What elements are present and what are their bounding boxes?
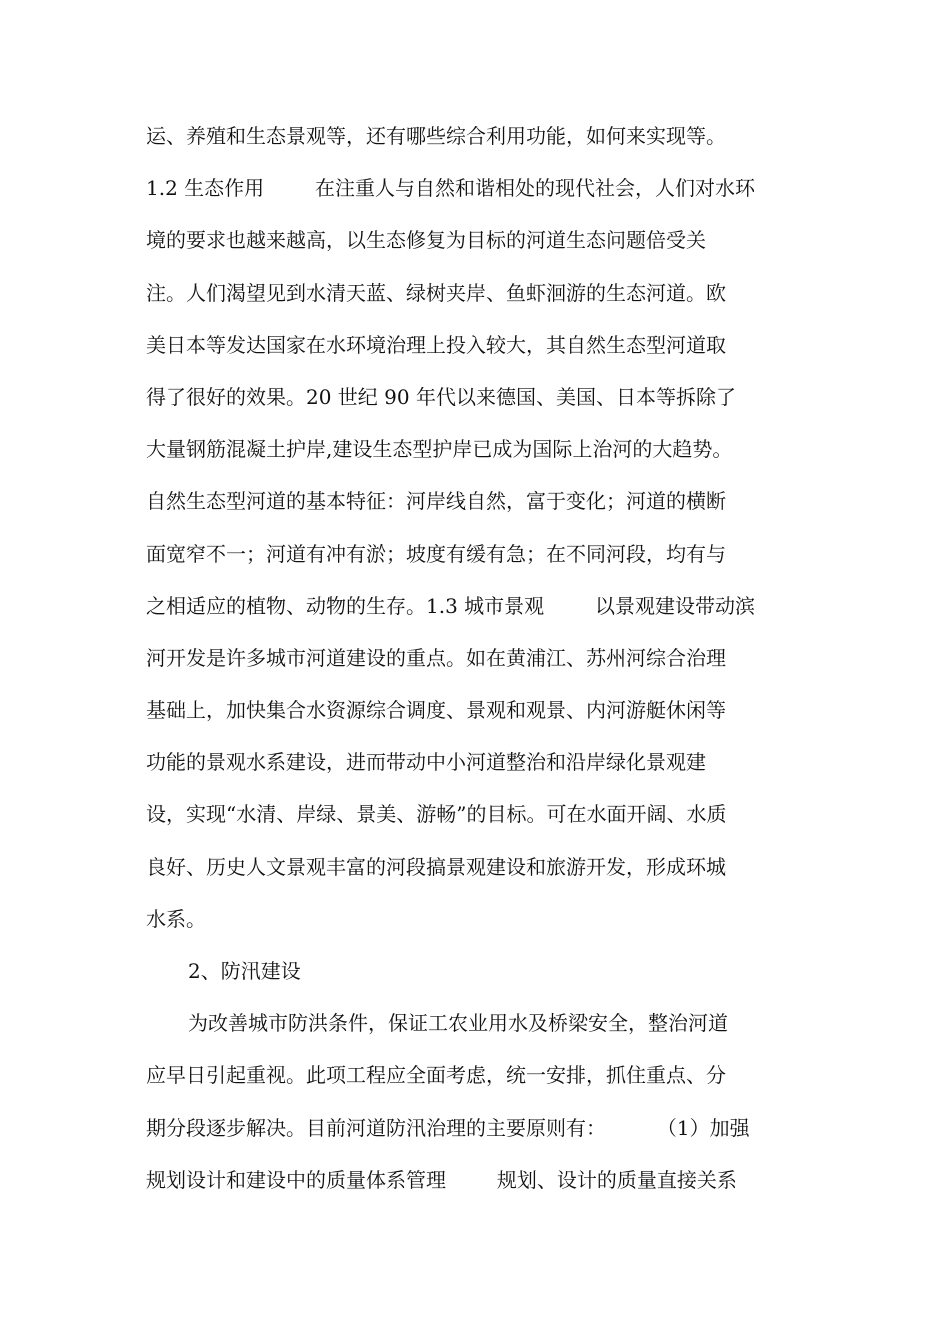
text-line: 应早日引起重视。此项工程应全面考虑，统一安排，抓住重点、分 <box>146 1063 726 1088</box>
text-line: 注。人们渴望见到水清天蓝、绿树夹岸、鱼虾洄游的生态河道。欧 <box>146 280 726 305</box>
text-line: 设，实现“水清、岸绿、景美、游畅”的目标。可在水面开阔、水质 <box>146 802 727 827</box>
text-line: 自然生态型河道的基本特征：河岸线自然，富于变化；河道的横断 <box>146 489 726 514</box>
text-line: 良好、历史人文景观丰富的河段搞景观建设和旅游开发，形成环城 <box>146 854 726 879</box>
text-line: 功能的景观水系建设，进而带动中小河道整治和沿岸绿化景观建 <box>146 750 706 775</box>
text-line: 1.2 生态作用 在注重人与自然和谐相处的现代社会，人们对水环 <box>146 176 756 201</box>
text-line: 规划设计和建设中的质量体系管理 规划、设计的质量直接关系 <box>146 1167 737 1192</box>
section-heading: 2、防汛建设 <box>188 959 301 983</box>
text-line: 美日本等发达国家在水环境治理上投入较大，其自然生态型河道取 <box>146 332 726 357</box>
text-line: 之相适应的植物、动物的生存。1.3 城市景观 以景观建设带动滨 <box>146 593 756 618</box>
document-body <box>146 110 806 1206</box>
text-line: 得了很好的效果。20 世纪 90 年代以来德国、美国、日本等拆除了 <box>146 384 736 409</box>
text-line: 河开发是许多城市河道建设的重点。如在黄浦江、苏州河综合治理 <box>146 645 726 670</box>
text-line: 为改善城市防洪条件，保证工农业用水及桥梁安全，整治河道 <box>188 1011 728 1036</box>
text-line: 基础上，加快集合水资源综合调度、景观和观景、内河游艇休闲等 <box>146 698 726 723</box>
text-line: 期分段逐步解决。目前河道防汛治理的主要原则有： （1）加强 <box>146 1115 750 1140</box>
text-line: 大量钢筋混凝土护岸,建设生态型护岸已成为国际上治河的大趋势。 <box>146 437 733 462</box>
text-line: 水系。 <box>146 906 206 931</box>
text-line: 运、养殖和生态景观等，还有哪些综合利用功能，如何来实现等。 <box>146 124 726 148</box>
text-line: 面宽窄不一；河道有冲有淤；坡度有缓有急；在不同河段，均有与 <box>146 541 726 566</box>
text-line: 境的要求也越来越高，以生态修复为目标的河道生态问题倍受关 <box>146 228 706 253</box>
